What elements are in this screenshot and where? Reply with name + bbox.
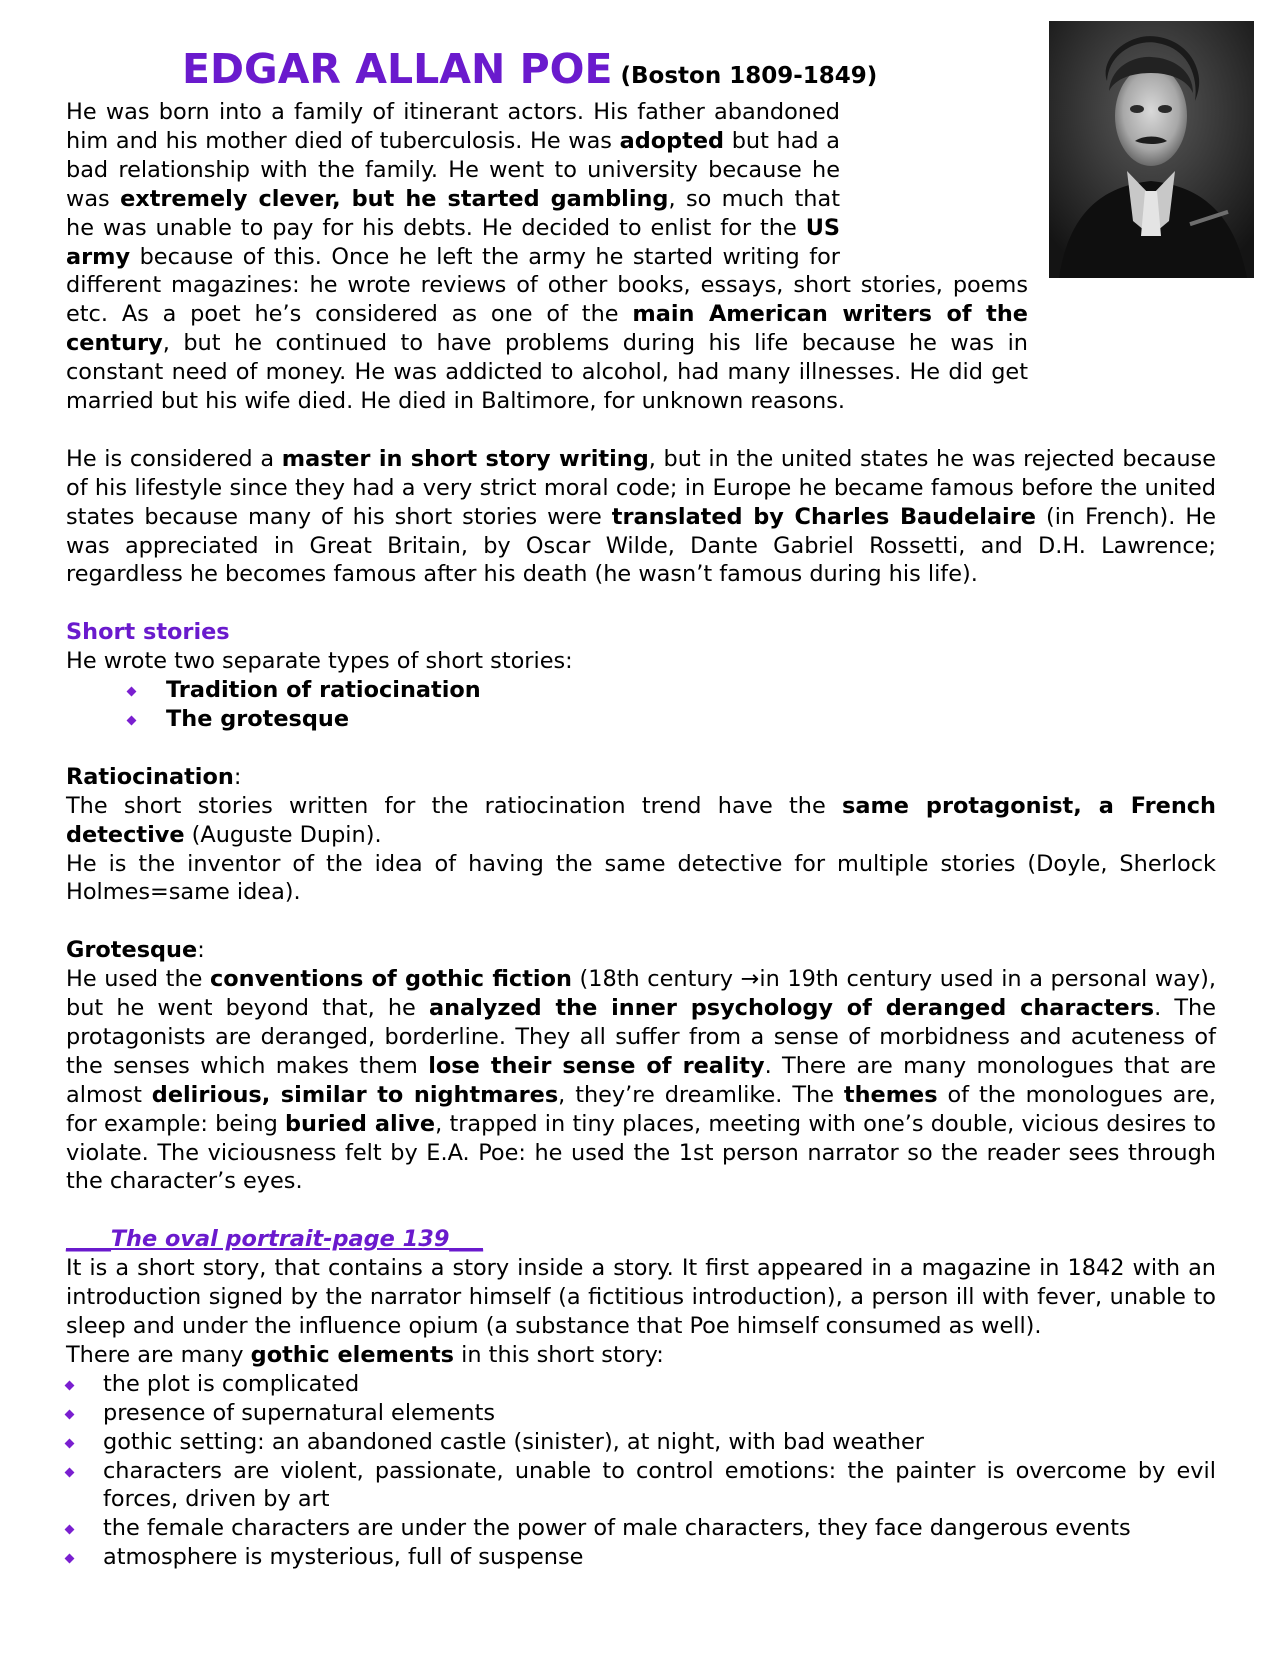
portrait-spacer [840,98,1028,271]
list-item: gothic setting: an abandoned castle (sinister), at night, with bad weather [66,1428,1216,1457]
page-subtitle: (Boston 1809-1849) [620,63,878,89]
list-item: The grotesque [66,705,1216,734]
grotesque-heading: Grotesque: [66,937,205,964]
oval-portrait-link[interactable]: ____The oval portrait-page 139___ [66,1226,483,1253]
reputation-paragraph: He is considered a master in short story writing, but in the united states he was rejected because of his lifestyle since they had a very strict moral code; in Europe he became famous before the united states because many of his short stories were translated by Charles Baudelaire (in French). He was appreciated in Great Britain, by Oscar Wilde, Dante Gabriel Rossetti, and D.H. Lawrence; regardless he becomes famous after his death (he wasn’t famous during his life). [66,445,1216,588]
short-stories-heading: Short stories [66,619,230,646]
list-item: atmosphere is mysterious, full of suspense [66,1543,1216,1572]
diamond-bullet-icon [127,687,137,697]
list-item: characters are violent, passionate, unable to control emotions: the painter is overcome by evil forces, driven by art [66,1457,1216,1515]
short-stories-intro: He wrote two separate types of short stories: [66,648,573,675]
diamond-bullet-icon [65,1525,75,1535]
list-item: the plot is complicated [66,1370,1216,1399]
diamond-bullet-icon [65,1467,75,1477]
ratiocination-heading: Ratiocination: [66,763,242,790]
document-body [66,44,1216,1572]
oval-portrait-heading[interactable] [66,1225,1216,1254]
grotesque-paragraph: He used the conventions of gothic fiction (18th century →in 19th century used in a personal way), but he went beyond that, he analyzed the inner psychology of deranged characters. The protagonists are deranged, borderline. They all suffer from a sense of morbidness and acuteness of the senses which makes them lose their sense of reality. There are many monologues that are almost delirious, similar to nightmares, they’re dreamlike. The themes of the monologues are, for example: being buried alive, trapped in tiny places, meeting with one’s double, vicious desires to violate. The viciousness felt by E.A. Poe: he used the 1st person narrator so the reader sees through the character’s eyes. [66,966,1217,1195]
page-title: EDGAR ALLAN POE [182,45,613,93]
diamond-bullet-icon [127,716,137,726]
short-story-types-list [66,676,1216,734]
oval-portrait-paragraph: It is a short story, that contains a story inside a story. It first appeared in a magazine in 1842 with an introduction signed by the narrator himself (a fictitious introduction), a person ill with fever, unable to sleep and under the influence opium (a substance that Poe himself consumed as well). [66,1255,1216,1339]
gothic-elements-list [66,1370,1216,1572]
list-item: the female characters are under the power of male characters, they face dangerous events [66,1514,1216,1543]
diamond-bullet-icon [65,1554,75,1564]
ratiocination-paragraph-2: He is the inventor of the idea of having the same detective for multiple stories (Doyle, Sherlock Holmes=same idea). [66,850,1216,906]
bio-paragraph-wrapped: He was born into a family of itinerant actors. His father abandoned him and his mother died of tuberculosis. He was adopted but had a bad relationship with the family. He went to university because he was extremely clever, but he started gambling, so much that he was unable to pay for his debts. He decided to enlist for the US army because of this. Once he left the army he started writing for different magazines: he wrote reviews of other books, essays, short stories, poems etc. As a poet he’s considered as one of the main American writers of the century, but he continued to have problems during his life because he was in constant need of money. He was addicted to alcohol, had many illnesses. He did get married but his wife died. He died in Baltimore, for unknown reasons. [66,99,1028,415]
ratiocination-paragraph: The short stories written for the ratiocination trend have the same protagonist, a French detective (Auguste Dupin). [66,792,1216,848]
list-item: Tradition of ratiocination [66,676,1216,705]
title-row [66,44,1216,94]
gothic-elements-intro: There are many gothic elements in this short story: [66,1341,664,1368]
diamond-bullet-icon [65,1409,75,1419]
diamond-bullet-icon [65,1380,75,1390]
diamond-bullet-icon [65,1438,75,1448]
list-item: presence of supernatural elements [66,1399,1216,1428]
